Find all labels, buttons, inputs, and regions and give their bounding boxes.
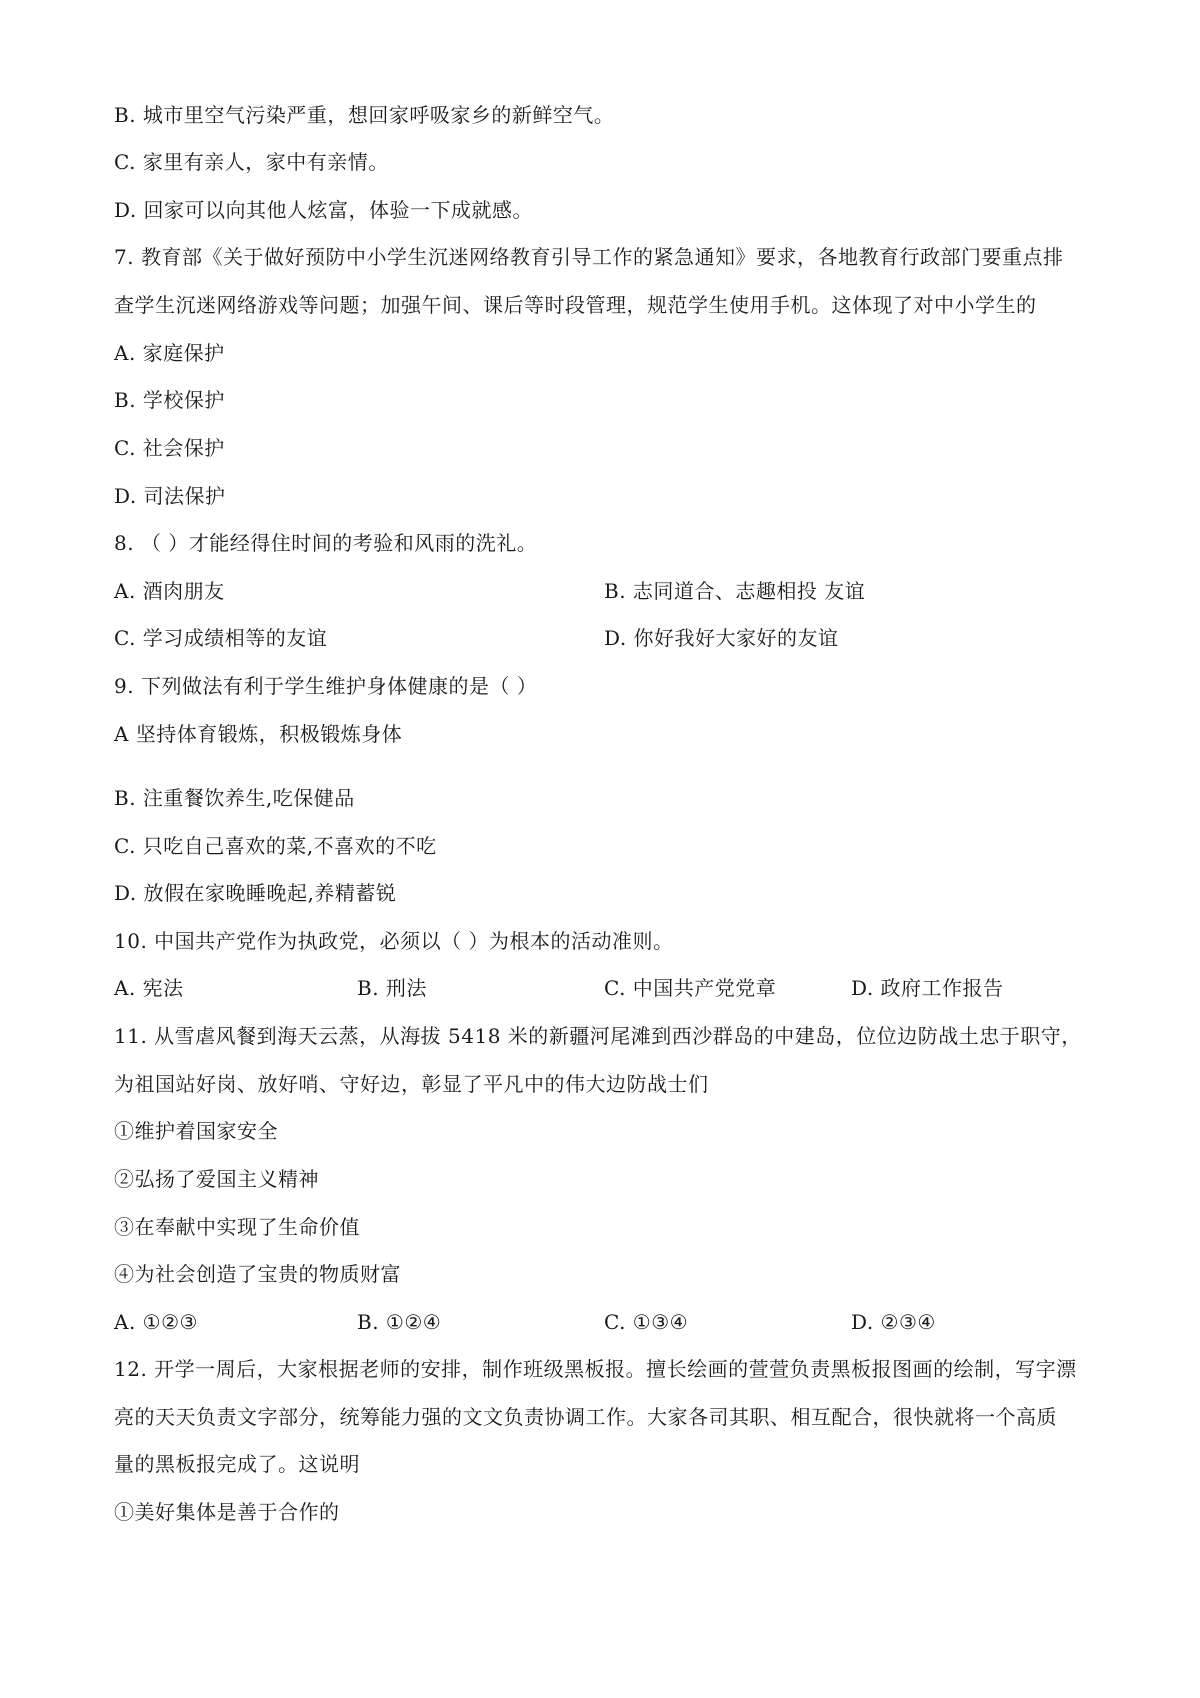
q8-option-d: D. 你好我好大家好的友谊 bbox=[604, 626, 839, 650]
q10-option-d: D. 政府工作报告 bbox=[851, 976, 1004, 1000]
q7-stem-line2: 查学生沉迷网络游戏等问题；加强午间、课后等时段管理，规范学生使用手机。这体现了对中小学生的 bbox=[114, 293, 1037, 317]
q9-stem: 9. 下列做法有利于学生维护身体健康的是（ ） bbox=[114, 674, 538, 698]
q11-stem-line1: 11. 从雪虐风餐到海天云蒸，从海拔 5418 米的新疆河尾滩到西沙群岛的中建岛，位位边防战土忠于职守， bbox=[114, 1024, 1082, 1048]
q11-statement-1: ①维护着国家安全 bbox=[114, 1119, 278, 1143]
q8-option-a: A. 酒肉朋友 bbox=[114, 579, 225, 603]
q12-stem-line2: 亮的天天负责文字部分，统筹能力强的文文负责协调工作。大家各司其职、相互配合，很快就将一个高质 bbox=[114, 1405, 1057, 1429]
q9-option-b: B. 注重餐饮养生,吃保健品 bbox=[114, 786, 355, 810]
q7-option-a: A. 家庭保护 bbox=[114, 341, 225, 365]
q12-stem-line3: 量的黑板报完成了。这说明 bbox=[114, 1452, 360, 1476]
q10-option-c: C. 中国共产党党章 bbox=[604, 976, 777, 1000]
q12-stem-line1: 12. 开学一周后，大家根据老师的安排，制作班级黑板报。擅长绘画的萱萱负责黑板报图画的绘制，写字漂 bbox=[114, 1357, 1077, 1381]
q8-option-c: C. 学习成绩相等的友谊 bbox=[114, 626, 328, 650]
q12-statement-1: ①美好集体是善于合作的 bbox=[114, 1500, 340, 1524]
q10-option-b: B. 刑法 bbox=[357, 976, 427, 1000]
q6-option-b: B. 城市里空气污染严重，想回家呼吸家乡的新鲜空气。 bbox=[114, 103, 615, 127]
q10-stem: 10. 中国共产党作为执政党，必须以（ ）为根本的活动准则。 bbox=[114, 929, 674, 953]
q11-stem-line2: 为祖国站好岗、放好哨、守好边，彰显了平凡中的伟大边防战士们 bbox=[114, 1072, 709, 1096]
q6-option-c: C. 家里有亲人，家中有亲情。 bbox=[114, 150, 389, 174]
q7-stem-line1: 7. 教育部《关于做好预防中小学生沉迷网络教育引导工作的紧急通知》要求，各地教育行政部门要重点排 bbox=[114, 245, 1064, 269]
q9-option-a: A 坚持体育锻炼，积极锻炼身体 bbox=[114, 722, 403, 746]
q8-option-b: B. 志同道合、志趣相投 友谊 bbox=[604, 579, 866, 603]
q11-option-b: B. ①②④ bbox=[357, 1310, 442, 1334]
q9-option-c: C. 只吃自己喜欢的菜,不喜欢的不吃 bbox=[114, 834, 437, 858]
q8-stem: 8. （ ）才能经得住时间的考验和风雨的洗礼。 bbox=[114, 531, 538, 555]
q11-option-a: A. ①②③ bbox=[114, 1310, 198, 1334]
q11-option-c: C. ①③④ bbox=[604, 1310, 689, 1334]
q7-option-d: D. 司法保护 bbox=[114, 484, 226, 508]
q11-statement-2: ②弘扬了爱国主义精神 bbox=[114, 1167, 319, 1191]
q11-statement-3: ③在奉献中实现了生命价值 bbox=[114, 1215, 360, 1239]
q6-option-d: D. 回家可以向其他人炫富，体验一下成就感。 bbox=[114, 198, 534, 222]
q9-option-d: D. 放假在家晚睡晚起,养精蓄锐 bbox=[114, 881, 397, 905]
q11-statement-4: ④为社会创造了宝贵的物质财富 bbox=[114, 1262, 401, 1286]
q7-option-b: B. 学校保护 bbox=[114, 388, 225, 412]
q10-option-a: A. 宪法 bbox=[114, 976, 184, 1000]
q7-option-c: C. 社会保护 bbox=[114, 436, 225, 460]
q11-option-d: D. ②③④ bbox=[851, 1310, 936, 1334]
